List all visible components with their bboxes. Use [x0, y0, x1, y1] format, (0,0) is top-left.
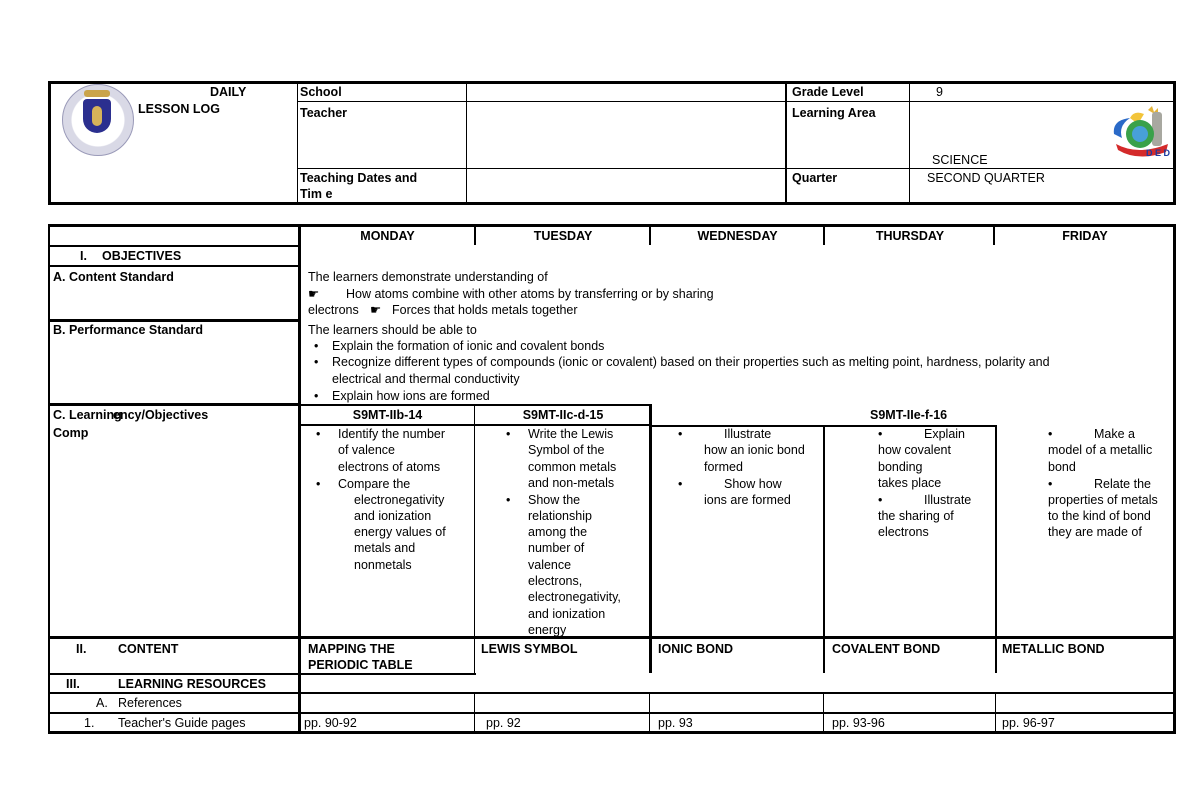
- competency-line: Illustrate: [724, 427, 772, 441]
- row-divider: [49, 673, 476, 675]
- competency-line: takes place: [878, 476, 942, 490]
- header-border-bottom: [48, 202, 1176, 205]
- content-wednesday: IONIC BOND: [658, 642, 733, 656]
- bullet-icon: •: [506, 493, 511, 507]
- competency-line: number of: [528, 541, 585, 555]
- objectives-number: I.: [80, 249, 87, 263]
- competency-line: Make a: [1094, 427, 1135, 441]
- row-divider: [49, 403, 300, 406]
- grade-level-label: Grade Level: [792, 85, 864, 99]
- row-divider: [49, 692, 1174, 694]
- dates-field[interactable]: [470, 170, 782, 200]
- competency-line: Compare the: [338, 477, 411, 491]
- school-field[interactable]: [470, 84, 782, 100]
- competency-line: Write the Lewis: [528, 427, 614, 441]
- row-divider: [300, 404, 652, 406]
- performance-item: Recognize different types of compounds (ionic or covalent) based on their properties such as melting point, hardness, polarity and: [332, 355, 1050, 369]
- competency-code-monday: S9MT-IIb-14: [352, 408, 423, 422]
- day-divider: [474, 637, 475, 673]
- day-divider: [649, 693, 650, 733]
- tg-pages-number: 1.: [84, 716, 95, 730]
- tg-pages-wednesday: pp. 93: [658, 716, 693, 730]
- content-standard-item2: Forces that holds metals together: [392, 303, 578, 317]
- svg-text:D E D: D E D: [1146, 148, 1171, 158]
- day-divider: [995, 637, 997, 673]
- day-divider: [649, 637, 652, 673]
- bullet-icon: •: [314, 339, 319, 353]
- competency-line: electrons,: [528, 574, 583, 588]
- competency-line: energy: [528, 623, 567, 636]
- tg-pages-friday: pp. 96-97: [1002, 716, 1055, 730]
- header-border-right: [1173, 81, 1176, 205]
- competency-line: and ionization: [354, 509, 432, 523]
- day-divider: [995, 693, 996, 733]
- quarter-value: SECOND QUARTER: [927, 171, 1045, 185]
- competencies-label-c: Comp: [53, 426, 89, 440]
- competency-line: energy values of: [354, 525, 446, 539]
- row-divider: [49, 636, 1174, 639]
- competency-line: how an ionic bond: [704, 443, 805, 457]
- competency-code-wed-fri: S9MT-IIe-f-16: [870, 408, 948, 422]
- competency-line: how covalent: [878, 443, 951, 457]
- content-standard-label: A. Content Standard: [53, 270, 174, 284]
- competency-line: valence: [528, 558, 572, 572]
- learning-area-label: Learning Area: [792, 106, 876, 120]
- day-header-thursday: THURSDAY: [875, 229, 945, 243]
- learning-area-value: SCIENCE: [932, 153, 988, 167]
- table-border-top: [48, 224, 1176, 227]
- competency-line: to the kind of bond: [1048, 509, 1151, 523]
- competency-line: and ionization: [528, 607, 606, 621]
- teacher-label: Teacher: [300, 106, 348, 120]
- references-letter: A.: [96, 696, 108, 710]
- day-divider: [474, 405, 475, 637]
- day-divider: [649, 405, 652, 637]
- competency-line: relationship: [528, 509, 592, 523]
- tg-pages-tuesday: pp. 92: [486, 716, 521, 730]
- competency-line: among the: [528, 525, 588, 539]
- competency-line: model of a metallic: [1048, 443, 1153, 457]
- competency-line: of valence: [338, 443, 395, 457]
- competency-line: Symbol of the: [528, 443, 605, 457]
- competency-line: bond: [1048, 460, 1076, 474]
- row-divider: [49, 712, 1174, 714]
- bullet-icon: •: [314, 355, 319, 369]
- content-standard-item1: How atoms combine with other atoms by transferring or by sharing: [346, 287, 714, 301]
- objectives-heading: OBJECTIVES: [102, 249, 182, 263]
- competency-line: electrons: [878, 525, 929, 539]
- bullet-icon: •: [314, 389, 319, 403]
- dates-label-line1: Teaching Dates and: [300, 171, 418, 185]
- competency-line: metals and: [354, 541, 416, 555]
- day-divider: [823, 693, 824, 733]
- competency-line: bonding: [878, 460, 923, 474]
- competency-line: and non-metals: [528, 476, 615, 490]
- competency-line: Explain: [924, 427, 965, 441]
- teacher-field[interactable]: [470, 105, 782, 165]
- learning-resources-heading: LEARNING RESOURCES: [118, 677, 266, 691]
- performance-item-cont: electrical and thermal conductivity: [332, 372, 520, 386]
- bullet-icon: •: [1048, 477, 1053, 491]
- header-divider: [298, 168, 1174, 169]
- table-border-left: [48, 224, 50, 734]
- tg-pages-label: Teacher's Guide pages: [118, 716, 246, 730]
- bullet-icon: •: [678, 427, 683, 441]
- bullet-icon: •: [878, 427, 883, 441]
- bullet-icon: •: [506, 427, 511, 441]
- content-monday-line2: PERIODIC TABLE: [308, 658, 413, 672]
- day-header-tuesday: TUESDAY: [533, 229, 593, 243]
- bullet-icon: •: [316, 477, 321, 491]
- competency-line: Show the: [528, 493, 581, 507]
- content-standard-intro: The learners demonstrate understanding of: [308, 270, 548, 284]
- day-divider: [474, 693, 475, 733]
- header-border-left: [48, 81, 51, 205]
- bullet-icon: •: [878, 493, 883, 507]
- content-friday: METALLIC BOND: [1002, 642, 1105, 656]
- day-header-monday: MONDAY: [360, 229, 415, 243]
- competency-line: Relate the: [1094, 477, 1151, 491]
- day-header-wednesday: WEDNESDAY: [697, 229, 778, 243]
- competency-line: Show how: [724, 477, 782, 491]
- competency-line: Illustrate: [924, 493, 972, 507]
- tg-pages-monday: pp. 90-92: [304, 716, 357, 730]
- day-divider: [823, 637, 825, 673]
- tg-pages-thursday: pp. 93-96: [832, 716, 885, 730]
- competency-line: Identify the number: [338, 427, 446, 441]
- competency-line: they are made of: [1048, 525, 1142, 539]
- bullet-icon: •: [678, 477, 683, 491]
- school-label: School: [300, 85, 342, 99]
- competencies-label-a: C. Learning: [53, 408, 122, 422]
- references-label: References: [118, 696, 182, 710]
- competency-line: electronegativity: [354, 493, 445, 507]
- competency-line: the sharing of: [878, 509, 954, 523]
- row-divider: [49, 265, 300, 267]
- competency-code-tuesday: S9MT-IIc-d-15: [522, 408, 604, 422]
- competencies-label-b: ency/Objectives: [113, 408, 209, 422]
- competency-line: ions are formed: [704, 493, 791, 507]
- performance-standard-intro: The learners should be able to: [308, 323, 477, 337]
- performance-item: Explain the formation of ionic and covalent bonds: [332, 339, 605, 353]
- day-divider: [823, 425, 825, 637]
- table-border-right: [1173, 224, 1176, 734]
- table-border-bottom: [48, 731, 1176, 734]
- grade-level-value: 9: [936, 85, 943, 99]
- day-header-friday: FRIDAY: [1062, 229, 1108, 243]
- competency-line: properties of metals: [1048, 493, 1158, 507]
- performance-standard-label: B. Performance Standard: [53, 323, 204, 337]
- competency-line: electronegativity,: [528, 590, 621, 604]
- competency-line: common metals: [528, 460, 617, 474]
- content-heading: CONTENT: [118, 642, 179, 656]
- deped-region-logo-icon: [1108, 104, 1172, 162]
- doc-title-line1: DAILY: [210, 85, 247, 99]
- competency-line: electrons of atoms: [338, 460, 441, 474]
- performance-item: Explain how ions are formed: [332, 389, 490, 403]
- content-monday-line1: MAPPING THE: [308, 642, 395, 656]
- day-divider: [995, 425, 997, 637]
- header-divider: [298, 101, 1174, 102]
- pointing-hand-icon: ☛: [370, 303, 382, 317]
- dates-label-line2: Tim e: [300, 187, 333, 201]
- label-column-divider: [298, 225, 301, 733]
- bullet-icon: •: [316, 427, 321, 441]
- doc-title-line2: LESSON LOG: [138, 102, 220, 116]
- content-standard-item1-cont: electrons: [308, 303, 359, 317]
- row-divider: [49, 245, 300, 247]
- pointing-hand-icon: ☛: [308, 287, 320, 301]
- content-thursday: COVALENT BOND: [832, 642, 941, 656]
- competency-line: nonmetals: [354, 558, 412, 572]
- content-tuesday: LEWIS SYMBOL: [481, 642, 578, 656]
- bullet-icon: •: [1048, 427, 1053, 441]
- learning-resources-number: III.: [66, 677, 80, 691]
- competency-line: formed: [704, 460, 743, 474]
- content-number: II.: [76, 642, 87, 656]
- quarter-label: Quarter: [792, 171, 838, 185]
